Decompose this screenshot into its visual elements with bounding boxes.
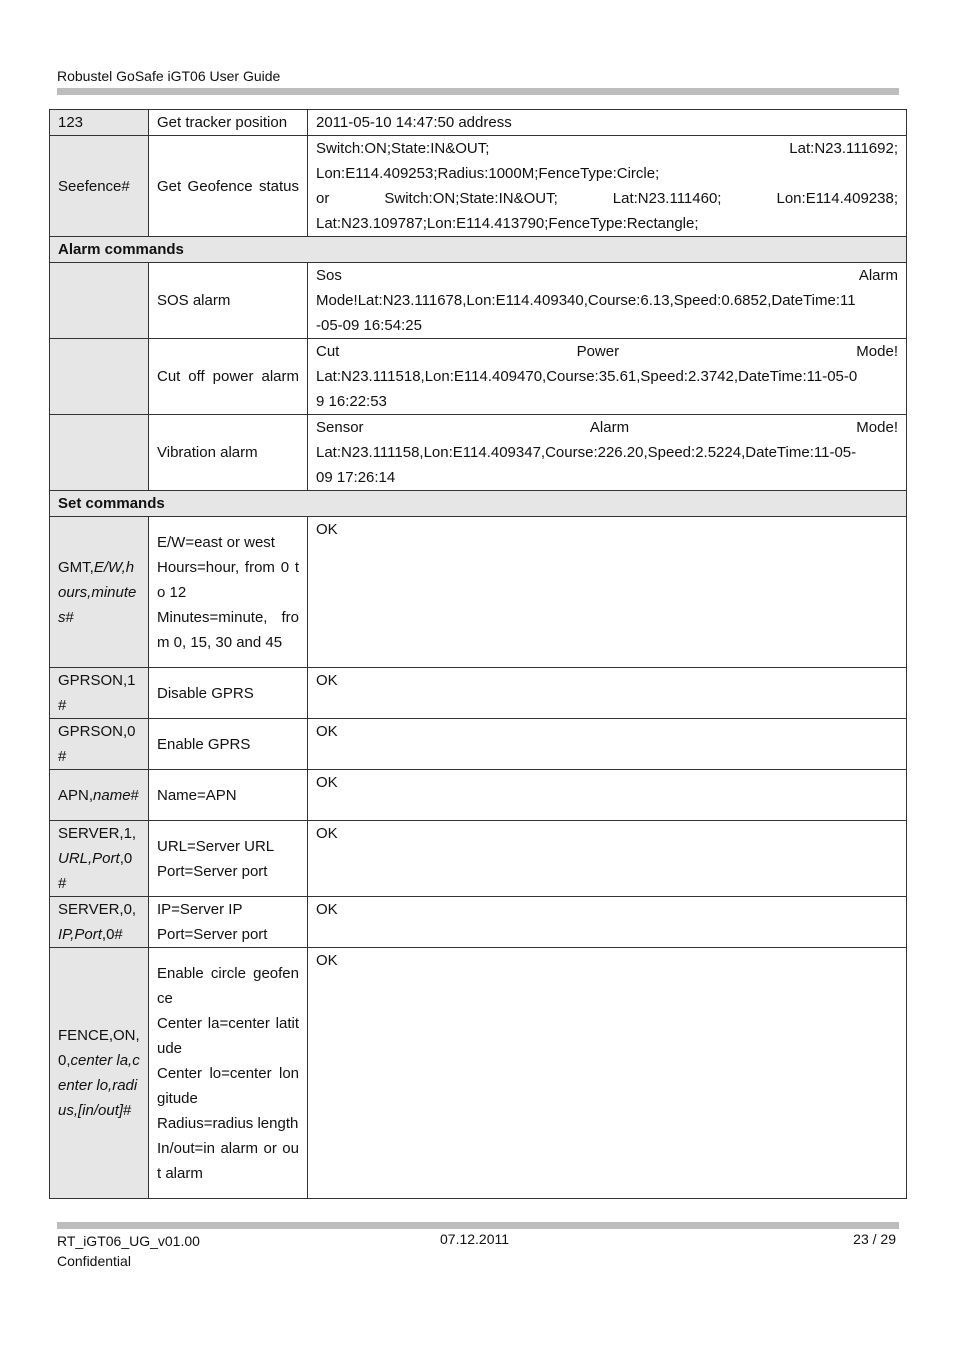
cell-response: 2011-05-10 14:47:50 address	[308, 110, 907, 136]
response-line: Lon:E114.409253;Radius:1000M;FenceType:Circle;	[316, 165, 660, 182]
description-line: URL=Server URL	[157, 837, 275, 855]
cell-description: Name=APN	[149, 770, 308, 821]
cell-response	[308, 339, 907, 415]
cell-command: GPRSON,1#	[50, 668, 149, 719]
description-line: Port=Server port	[157, 926, 268, 943]
cmd-params: URL,Port	[58, 850, 120, 867]
table-row	[50, 415, 907, 491]
description-line: Hours=hour, from 0 to 12	[157, 558, 299, 601]
response-line: Sos Alarm	[316, 267, 898, 284]
cell-command	[50, 415, 149, 491]
response-line: Cut Power Mode!	[316, 343, 898, 360]
footer-confidential: Confidential	[57, 1253, 131, 1269]
cmd-text: GMT,	[58, 558, 94, 576]
description-line: Enable circle geofence	[157, 964, 299, 1007]
description-line: IP=Server IP	[157, 901, 243, 918]
section-title: Alarm commands	[50, 237, 907, 263]
table-row	[50, 821, 907, 897]
cmd-params: center la,center lo,radius,[in/out]	[58, 1052, 140, 1119]
cell-command: GPRSON,0#	[50, 719, 149, 770]
command-table	[49, 109, 907, 1199]
table-row	[50, 263, 907, 339]
cell-response	[308, 415, 907, 491]
header-title: Robustel GoSafe iGT06 User Guide	[57, 68, 281, 84]
cell-description: Get Geofence status	[149, 136, 308, 237]
cmd-params: IP,Port	[58, 926, 102, 943]
cell-command	[50, 897, 149, 948]
cell-description	[149, 897, 308, 948]
cell-response: OK	[308, 517, 907, 668]
footer-divider	[57, 1222, 899, 1229]
table-row	[50, 948, 907, 1199]
response-line: Lat:N23.109787;Lon:E114.413790;FenceType:Rectangle;	[316, 215, 699, 232]
cmd-suffix: ,0#	[58, 850, 133, 892]
description-line: Center lo=center longitude	[157, 1064, 299, 1107]
section-row-set	[50, 491, 907, 517]
cell-response	[308, 263, 907, 339]
description-line: E/W=east or west	[157, 533, 275, 551]
section-title: Set commands	[50, 491, 907, 517]
header-divider	[57, 88, 899, 95]
cell-response: OK	[308, 668, 907, 719]
response-line: Sensor Alarm Mode!	[316, 419, 898, 436]
cell-description: Cut off power alarm	[149, 339, 308, 415]
description-line: In/out=in alarm or out alarm	[157, 1139, 299, 1182]
response-line: 09 17:26:14	[316, 469, 396, 486]
description-line: Port=Server port	[157, 862, 268, 880]
response-line: Lat:N23.111158,Lon:E114.409347,Course:226.20,Speed:2.5224,DateTime:11-05-	[316, 444, 857, 461]
table-row	[50, 136, 907, 237]
table-row	[50, 110, 907, 136]
cell-command: 123	[50, 110, 149, 136]
cell-response: OK	[308, 719, 907, 770]
cell-command	[50, 517, 149, 668]
cell-description	[149, 821, 308, 897]
cell-response	[308, 136, 907, 237]
response-line: Mode!Lat:N23.111678,Lon:E114.409340,Course:6.13,Speed:0.6852,DateTime:11	[316, 292, 856, 309]
cmd-suffix: #	[123, 1102, 132, 1119]
cell-response: OK	[308, 821, 907, 897]
table-row	[50, 897, 907, 948]
cell-description: Enable GPRS	[149, 719, 308, 770]
cell-response: OK	[308, 770, 907, 821]
table-row	[50, 770, 907, 821]
response-line: -05-09 16:54:25	[316, 317, 422, 334]
cell-command	[50, 770, 149, 821]
cmd-suffix: ,0#	[101, 926, 123, 943]
cmd-suffix: #	[130, 786, 139, 804]
cmd-params: name	[93, 786, 131, 804]
cell-response: OK	[308, 897, 907, 948]
table-row	[50, 339, 907, 415]
table-row	[50, 517, 907, 668]
cell-description: Vibration alarm	[149, 415, 308, 491]
cmd-text: APN,	[58, 786, 94, 804]
table-row	[50, 719, 907, 770]
cell-response: OK	[308, 948, 907, 1199]
cell-command	[50, 263, 149, 339]
page-number: 23 / 29	[853, 1231, 896, 1247]
cmd-text: SERVER,1,	[58, 825, 137, 842]
section-row-alarm	[50, 237, 907, 263]
cell-command	[50, 948, 149, 1199]
cmd-params: E/W,hours,minutes	[58, 558, 137, 626]
response-line: Lat:N23.111518,Lon:E114.409470,Course:35.61,Speed:2.3742,DateTime:11-05-0	[316, 368, 858, 385]
description-line: Radius=radius length	[157, 1114, 299, 1132]
cell-description: Get tracker position	[149, 110, 308, 136]
response-line: Switch:ON;State:IN&OUT; Lat:N23.111692;	[316, 140, 898, 157]
cell-description	[149, 517, 308, 668]
table-row	[50, 668, 907, 719]
description-line: Center la=center latitude	[157, 1014, 299, 1057]
description-line: Minutes=minute, from 0, 15, 30 and 45	[157, 608, 299, 651]
response-line: or Switch:ON;State:IN&OUT; Lat:N23.111460; Lon:E114.409238;	[316, 190, 898, 207]
cmd-suffix: #	[65, 608, 74, 626]
cmd-text: FENCE,ON,0,	[58, 1027, 140, 1069]
cell-description	[149, 948, 308, 1199]
footer-left	[57, 1231, 200, 1271]
cell-description: SOS alarm	[149, 263, 308, 339]
cell-description: Disable GPRS	[149, 668, 308, 719]
response-line: 9 16:22:53	[316, 393, 387, 410]
cell-command: Seefence#	[50, 136, 149, 237]
cell-command	[50, 339, 149, 415]
footer-date: 07.12.2011	[440, 1231, 510, 1247]
cmd-text: SERVER,0,	[58, 901, 137, 918]
cell-command	[50, 821, 149, 897]
footer-doc-id: RT_iGT06_UG_v01.00	[57, 1233, 200, 1249]
